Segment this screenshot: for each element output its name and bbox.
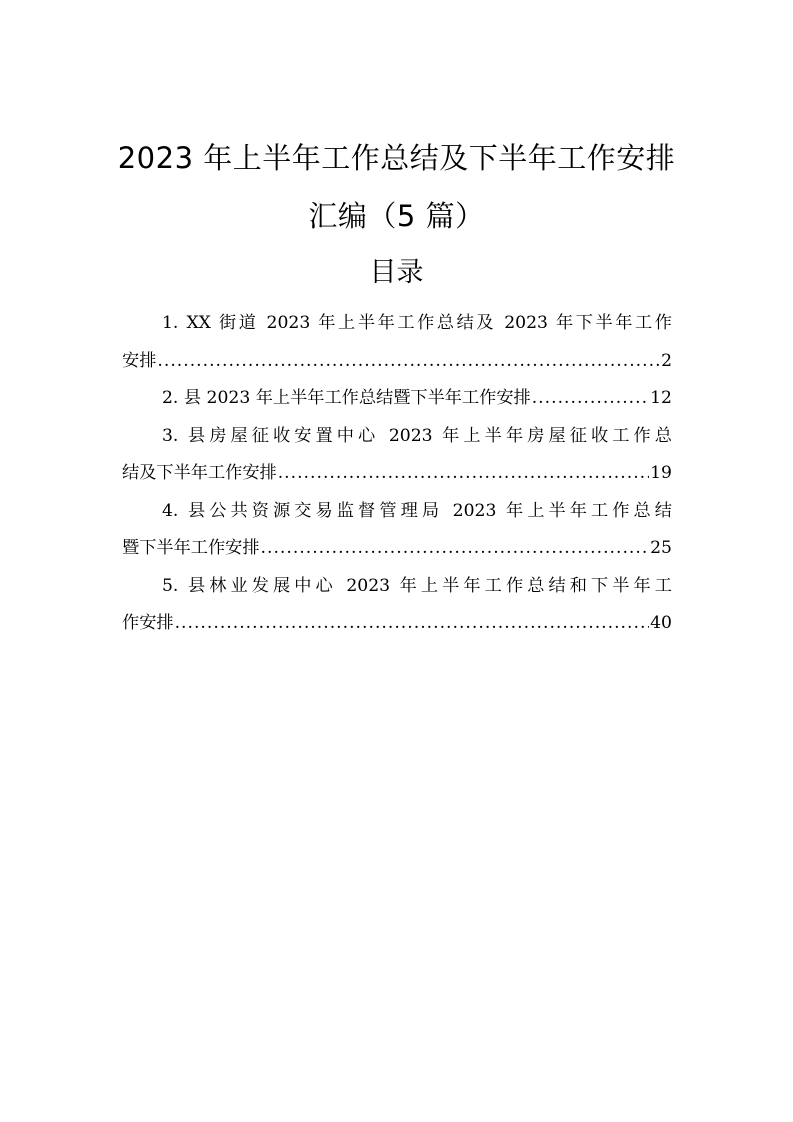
toc-entry-4[interactable] <box>122 493 672 568</box>
toc-entry-title-continued: 结及下半年工作安排 <box>122 463 277 483</box>
dot-leader <box>261 530 650 568</box>
toc-entry-3[interactable] <box>122 418 672 493</box>
toc-entry-title-continued: 作安排 <box>122 613 174 633</box>
toc-entry-title: 5. 县林业发展中心 2023 年上半年工作总结和下半年工 <box>162 575 672 596</box>
dot-leader <box>532 380 649 418</box>
table-of-contents <box>122 305 672 643</box>
toc-entry-1[interactable] <box>122 305 672 380</box>
toc-entry-title: 2. 县 2023 年上半年工作总结暨下半年工作安排 <box>162 388 531 408</box>
document-title-line-1: 2023 年上半年工作总结及下半年工作安排 <box>117 141 676 175</box>
toc-entry-5[interactable] <box>122 568 672 643</box>
dot-leader <box>278 455 649 493</box>
toc-entry-2[interactable] <box>122 380 672 418</box>
dot-leader <box>175 605 650 643</box>
document-title-line-2: 汇编（5 篇） <box>308 199 485 233</box>
toc-entry-title-continued: 暨下半年工作安排 <box>122 538 260 558</box>
toc-page-number: 25 <box>650 538 672 558</box>
toc-page-number: 40 <box>650 613 672 633</box>
toc-entry-title: 4. 县公共资源交易监督管理局 2023 年上半年工作总结 <box>162 500 672 521</box>
toc-page-number: 12 <box>650 388 672 408</box>
dot-leader <box>157 343 660 381</box>
toc-page-number: 2 <box>661 350 672 371</box>
toc-heading: 目录 <box>369 257 424 288</box>
toc-entry-title-continued: 安排 <box>122 350 157 371</box>
toc-entry-title: 1. XX 街道 2023 年上半年工作总结及 2023 年下半年工作 <box>162 313 672 333</box>
toc-entry-title: 3. 县房屋征收安置中心 2023 年上半年房屋征收工作总 <box>162 425 672 446</box>
toc-page-number: 19 <box>650 463 672 483</box>
